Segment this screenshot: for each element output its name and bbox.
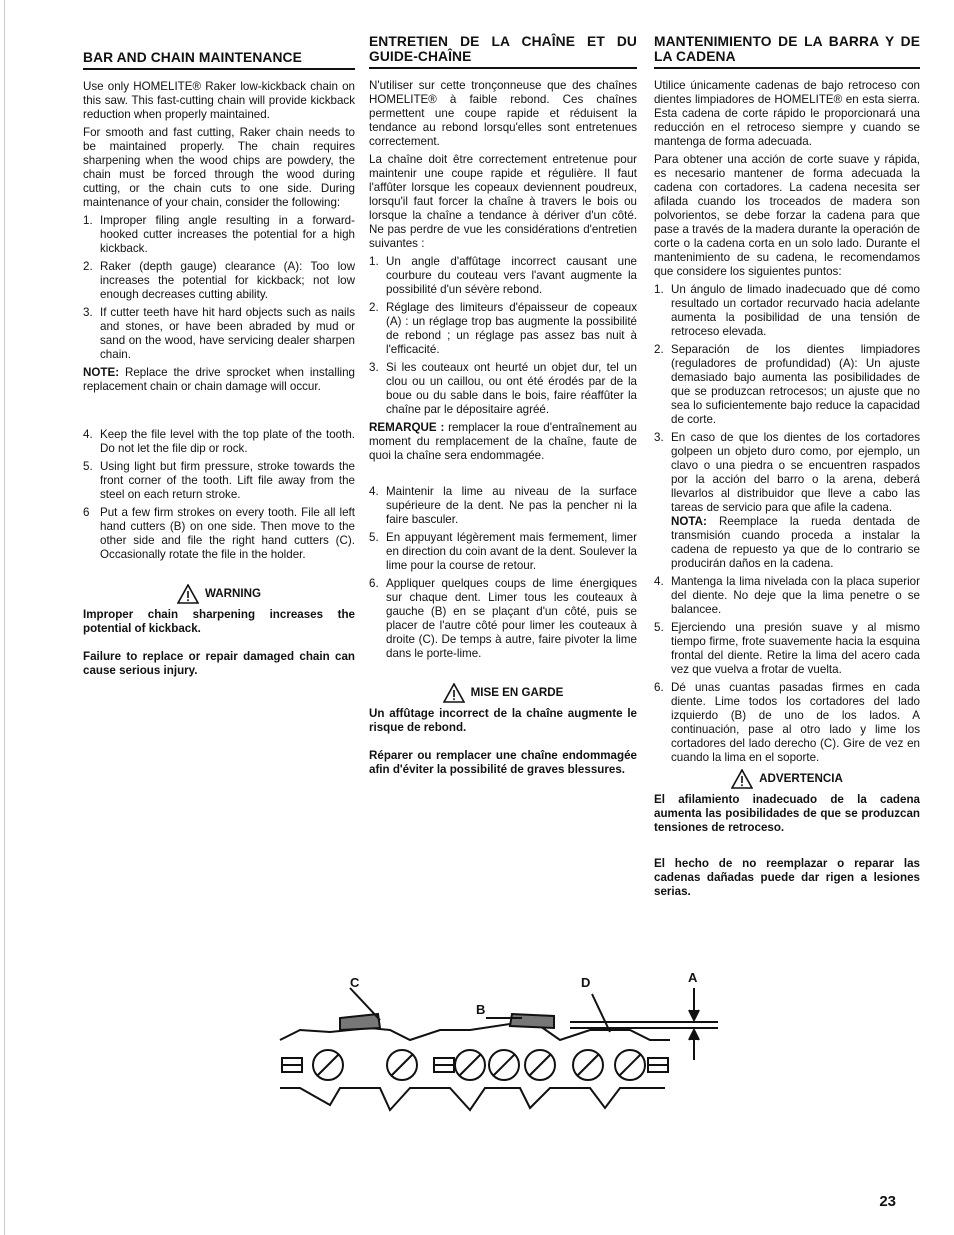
english-maintenance-text: For smooth and fast cutting, Raker chain needs to be maintained properly. The chain requires sharpening when the wood chips are powdery, the chain must be forced through the wood during cutting, or the chain cuts to one side. During maintenance of your chain, consider the following: bbox=[83, 126, 355, 209]
note-label: NOTE: bbox=[83, 366, 120, 379]
item-number: 2. bbox=[369, 301, 379, 314]
label-b: B bbox=[476, 1002, 486, 1017]
saw-chain-illustration bbox=[270, 970, 730, 1120]
english-column bbox=[83, 34, 355, 692]
english-note bbox=[83, 366, 355, 394]
item-text: Using light but firm pressure, stroke towards the front corner of the tooth. Lift file away from the steel on each return stroke. bbox=[100, 460, 355, 501]
spanish-intro: Utilice únicamente cadenas de bajo retroceso con dientes limpiadores de HOMELITE® en esta sierra. Esta cadena de corte rápido le proporcionará una reducción en el retroceso siempre y cuando se mantenga de forma adecuada. bbox=[654, 79, 920, 148]
list-item bbox=[654, 575, 920, 617]
list-item bbox=[83, 260, 355, 302]
item-text: En caso de que los dientes de los cortadores golpeen un objeto duro como, por ejemplo, un clavo o una piedra o se encuentren raspados por la acción del barro o la arena, deberá llevarlos al distribuidor que lleve a cabo las tareas de servicio para que afile la cadena. bbox=[671, 431, 920, 514]
item-text: En appuyant légèrement mais fermement, limer en direction du coin avant de la dent. Soulever la lime pour la course de retour. bbox=[386, 531, 637, 572]
french-list-2 bbox=[369, 485, 637, 661]
item-text: Réglage des limiteurs d'épaisseur de copeaux (A) : un réglage trop bas augmente la possibilité de rebond ; un réglage pas assez bas nuit à l'efficacité. bbox=[386, 301, 637, 356]
french-warning-title: MISE EN GARDE bbox=[470, 686, 564, 699]
warning-triangle-icon bbox=[177, 584, 199, 604]
french-note bbox=[369, 421, 637, 463]
item-text: Un ángulo de limado inadecuado que dé como resultado un cortador recurvado hacia adelante aumenta la posibilidad de una tensión de retroceso elevada. bbox=[671, 283, 920, 338]
item-text: Mantenga la lima nivelada con la placa superior del diente. No deje que la lima penetre o se balancee. bbox=[671, 575, 920, 616]
item-number: 6. bbox=[369, 577, 379, 590]
french-intro: N'utiliser sur cette tronçonneuse que des chaînes HOMELITE® à faible rebond. Ces chaînes permettent une coupe rapide et réduisent la tendance au rebond lorsqu'elles sont entretenues correctement. bbox=[369, 79, 637, 148]
item-number: 5. bbox=[369, 531, 379, 544]
item-number: 5. bbox=[654, 621, 664, 634]
item-number: 2. bbox=[654, 343, 664, 356]
spanish-column bbox=[654, 34, 920, 913]
list-item bbox=[369, 255, 637, 297]
french-list-1 bbox=[369, 255, 637, 417]
item-text: Raker (depth gauge) clearance (A): Too low increases the potential for kickback; not low enough decreases cutting ability. bbox=[100, 260, 355, 301]
note-text: Reemplace la rueda dentada de transmisión cuando proceda a instalar la cadena de repuesto ya que de lo contrario se producirán daños en la cadena. bbox=[671, 515, 920, 570]
warning-triangle-icon bbox=[731, 769, 753, 789]
list-item bbox=[83, 428, 355, 456]
item-text: Put a few firm strokes on every tooth. File all left hand cutters (B) on one side. Then move to the other side and file the right hand cutters (C). Occasionally rotate the file in the holder. bbox=[100, 506, 355, 561]
spanish-warning-header bbox=[654, 769, 920, 789]
item-text: Keep the file level with the top plate of the tooth. Do not let the file dip or rock. bbox=[100, 428, 355, 455]
list-item bbox=[83, 506, 355, 562]
item-text: If cutter teeth have hit hard objects such as nails and stones, or have been abraded by mud or sand on the wood, have servicing dealer sharpen chain. bbox=[100, 306, 355, 361]
list-item bbox=[83, 214, 355, 256]
french-warning-header bbox=[369, 683, 637, 703]
list-item bbox=[369, 301, 637, 357]
list-item bbox=[369, 531, 637, 573]
label-d: D bbox=[581, 975, 591, 990]
list-item bbox=[654, 621, 920, 677]
list-item bbox=[654, 681, 920, 765]
item-number: 3. bbox=[369, 361, 379, 374]
list-item bbox=[83, 460, 355, 502]
item-text: Improper filing angle resulting in a forward-hooked cutter increases the potential for a high kickback. bbox=[100, 214, 355, 255]
warning-triangle-icon bbox=[443, 683, 465, 703]
english-heading: BAR AND CHAIN MAINTENANCE bbox=[83, 50, 355, 70]
item-number: 4. bbox=[369, 485, 379, 498]
french-maintenance-text: La chaîne doit être correctement entretenue pour maintenir une coupe rapide et régulière. Il faut l'affûter lorsque les copeaux deviennent poudreux, lorsqu'il faut forcer la chaîne à travers le bois ou lorsque la chaîne a tendance à dériver d'un côté. Ne pas perdre de vue les considérations d'entretien suivantes : bbox=[369, 153, 637, 250]
french-warning-1: Un affûtage incorrect de la chaîne augmente le risque de rebond. bbox=[369, 707, 637, 734]
item-number: 1. bbox=[83, 214, 93, 227]
item-text: Ejerciendo una presión suave y al mismo tiempo firme, frote suavemente hacia la esquina frontal del diente. Retire la lima del acero cada vez que vuelva a frotar de vuelta. bbox=[671, 621, 920, 676]
item-number: 4. bbox=[83, 428, 93, 441]
list-item bbox=[369, 361, 637, 417]
english-warning-title: WARNING bbox=[204, 587, 262, 600]
item-number: 5. bbox=[83, 460, 93, 473]
spanish-warning-title: ADVERTENCIA bbox=[759, 772, 843, 785]
list-item bbox=[654, 283, 920, 339]
list-item bbox=[654, 343, 920, 427]
spanish-list bbox=[654, 283, 920, 765]
spanish-heading: MANTENIMIENTO DE LA BARRA Y DE LA CADENA bbox=[654, 34, 920, 69]
label-c: C bbox=[350, 975, 360, 990]
item-text: Maintenir la lime au niveau de la surface supérieure de la dent. Ne pas la pencher ni la faire basculer. bbox=[386, 485, 637, 526]
item-number: 3. bbox=[654, 431, 664, 444]
note-label: NOTA: bbox=[671, 515, 707, 528]
english-list-2 bbox=[83, 428, 355, 562]
english-intro: Use only HOMELITE® Raker low-kickback chain on this saw. This fast-cutting chain will provide kickback reduction when properly maintained. bbox=[83, 80, 355, 121]
spanish-maintenance-text: Para obtener una acción de corte suave y rápida, es necesario mantener de forma adecuada la cadena con cortadores. La cadena necesita ser afilada cuando los troceados de madera son polvorientos, se debe forzar la cadena para que pase a través de la madera durante la operación de corte o la cadena corta en un solo lado. Durante el mantenimiento de su cadena, le recomendamos que considere los siguientes puntos: bbox=[654, 153, 920, 278]
item-number: 2. bbox=[83, 260, 93, 273]
list-item bbox=[83, 306, 355, 362]
english-list-1 bbox=[83, 214, 355, 362]
french-column bbox=[369, 34, 637, 791]
item-text: Appliquer quelques coups de lime énergiques sur chaque dent. Limer tous les couteaux à gauche (B) en se plaçant d'un côté, puis se placer de l'autre côté pour limer les couteaux à droite (C). De temps à autre, faire pivoter la lime dans le porte-lime. bbox=[386, 577, 637, 660]
item-number: 6 bbox=[83, 506, 90, 519]
item-text: Separación de los dientes limpiadores (reguladores de profundidad) (A): Un ajuste demasiado bajo aumenta las posibilidades de que se produzcan retrocesos; un ajuste que no sea lo suficientemente bajo reduce la capacidad de corte. bbox=[671, 343, 920, 426]
note-text: Replace the drive sprocket when installing replacement chain or chain damage will occur. bbox=[83, 366, 355, 393]
french-warning-2: Réparer ou remplacer une chaîne endommagée afin d'éviter la possibilité de graves blessures. bbox=[369, 749, 637, 776]
item-number: 1. bbox=[654, 283, 664, 296]
spanish-warning-2: El hecho de no reemplazar o reparar las cadenas dañadas puede dar rigen a lesiones serias. bbox=[654, 857, 920, 898]
note-text: remplacer la roue d'entraînement au moment du remplacement de la chaîne, faute de quoi la chaîne sera endommagée. bbox=[369, 421, 637, 462]
item-number: 3. bbox=[83, 306, 93, 319]
english-warning-1: Improper chain sharpening increases the potential of kickback. bbox=[83, 608, 355, 635]
page-margin-line bbox=[4, 0, 5, 1235]
french-heading: ENTRETIEN DE LA CHAÎNE ET DU GUIDE-CHAÎNE bbox=[369, 34, 637, 69]
item-number: 4. bbox=[654, 575, 664, 588]
note-label: REMARQUE : bbox=[369, 421, 445, 434]
list-item bbox=[654, 431, 920, 571]
list-item bbox=[369, 577, 637, 661]
page-number: 23 bbox=[879, 1193, 896, 1210]
item-number: 1. bbox=[369, 255, 379, 268]
spanish-warning-1: El afilamiento inadecuado de la cadena aumenta las posibilidades de que se produzcan tensiones de retroceso. bbox=[654, 793, 920, 834]
list-item bbox=[369, 485, 637, 527]
english-warning-2: Failure to replace or repair damaged chain can cause serious injury. bbox=[83, 650, 355, 677]
label-a: A bbox=[688, 970, 698, 985]
english-warning-header bbox=[83, 584, 355, 604]
item-text: Dé unas cuantas pasadas firmes en cada diente. Lime todos los cortadores del lado izquierdo (B) de uno de los lados. A continuación, pase al otro lado y lime los cortadores del lado derecho (C). Gire de vez en cuando la lima en el soporte. bbox=[671, 681, 920, 764]
item-text: Si les couteaux ont heurté un objet dur, tel un clou ou un caillou, ou ont été érodés par de la boue ou du sable dans le bois, faire réaffûter la chaîne par le dépositaire agréé. bbox=[386, 361, 637, 416]
item-number: 6. bbox=[654, 681, 664, 694]
chain-diagram bbox=[270, 970, 730, 1120]
item-text: Un angle d'affûtage incorrect causant une courbure du couteau vers l'avant augmente la possibilité d'un sévère rebond. bbox=[386, 255, 637, 296]
